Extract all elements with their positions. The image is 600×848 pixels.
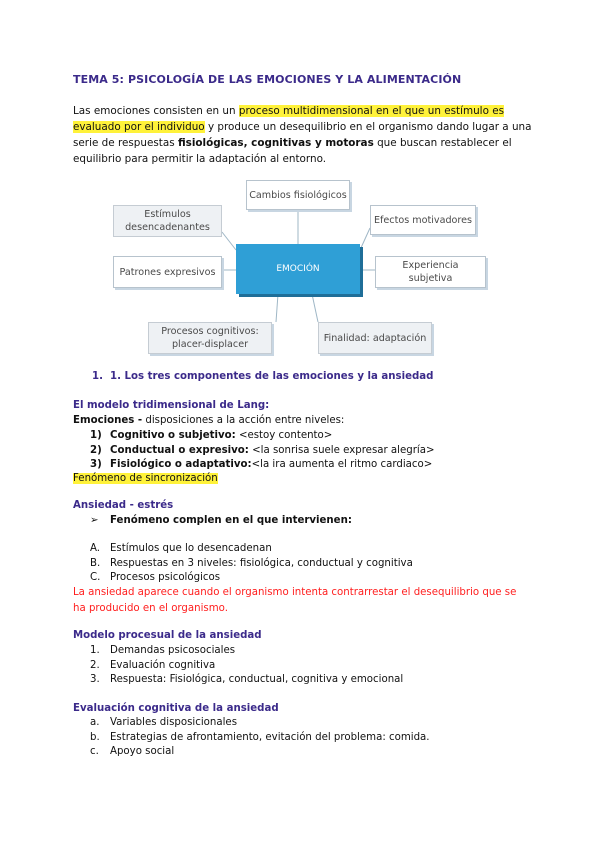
list-text: Respuesta: Fisiológica, conductual, cognitiva y emocional	[110, 674, 404, 685]
list-text: <la sonrisa suele expresar alegría>	[248, 445, 435, 456]
section-heading: 1. Los tres componentes de las emociones y la ansiedad	[110, 371, 434, 382]
list-item	[90, 543, 272, 554]
procesual-heading: Modelo procesual de la ansiedad	[73, 630, 262, 641]
list-marker: B.	[90, 558, 101, 569]
sync-highlight: Fenómeno de sincronización	[73, 473, 218, 484]
list-text: Apoyo social	[110, 746, 175, 757]
node-efectos-motivadores: Efectos motivadores	[370, 205, 476, 235]
list-item	[90, 558, 413, 569]
intro-highlight: proceso multidimensional en el que un estímulo es evaluado por el individuo	[73, 105, 505, 133]
section-number: 1.	[92, 371, 103, 382]
list-marker: a.	[90, 717, 100, 728]
connector-efectos	[360, 228, 370, 250]
intro-text-1: Las emociones consisten en un	[73, 105, 239, 117]
list-text: Procesos psicológicos	[110, 572, 221, 583]
list-marker: A.	[90, 543, 101, 554]
page-title: TEMA 5: PSICOLOGÍA DE LAS EMOCIONES Y LA ALIMENTACIÓN	[73, 73, 462, 86]
list-item	[90, 717, 237, 728]
list-text: Estímulos que lo desencadenan	[110, 543, 272, 554]
intro-text-3: que buscan restablecer el equilibrio para permitir la adaptación al entorno.	[73, 137, 512, 165]
list-text: <la ira aumenta el ritmo cardiaco>	[251, 459, 433, 470]
list-marker: b.	[90, 732, 100, 743]
bullet-item	[90, 515, 352, 526]
list-item	[90, 430, 332, 441]
list-marker: 3.	[90, 674, 100, 685]
list-text: Respuestas en 3 niveles: fisiológica, conductual y cognitiva	[110, 558, 413, 569]
list-marker: 2)	[90, 445, 102, 456]
list-content	[110, 430, 332, 441]
connector-procesos	[276, 294, 278, 322]
list-item	[90, 674, 403, 685]
bullet-text: Fenómeno complen en el que intervienen:	[110, 515, 352, 526]
list-marker: 1)	[90, 430, 102, 441]
lang-lead-text: disposiciones a la acción entre niveles:	[142, 415, 345, 426]
connector-finalidad	[312, 294, 318, 322]
list-text: Estrategias de afrontamiento, evitación del problema: comida.	[110, 732, 430, 743]
node-experiencia-subjetiva: Experiencia subjetiva	[375, 256, 486, 288]
list-item	[90, 746, 174, 757]
list-bold: Conductual o expresivo:	[110, 445, 249, 456]
list-marker: 1.	[90, 645, 100, 656]
list-marker: 3)	[90, 459, 102, 470]
list-item	[90, 732, 430, 743]
list-marker: 2.	[90, 660, 100, 671]
list-text: Variables disposicionales	[110, 717, 238, 728]
list-item	[90, 459, 432, 470]
lang-lead	[73, 413, 344, 428]
list-item	[90, 645, 235, 656]
node-emocion: EMOCIÓN	[236, 244, 360, 294]
intro-bold: fisiológicas, cognitivas y motoras	[177, 137, 374, 149]
ansiedad-note: La ansiedad aparece cuando el organismo intenta contrarrestar el desequilibrio que se ha producido en el organismo.	[73, 587, 517, 614]
list-item	[90, 445, 435, 456]
lang-lead-bold: Emociones -	[73, 415, 143, 426]
list-content	[110, 459, 432, 470]
connector-estimulos	[222, 232, 236, 250]
node-patrones-expresivos: Patrones expresivos	[113, 256, 222, 288]
node-cambios-fisiologicos: Cambios fisiológicos	[246, 180, 350, 210]
ansiedad-heading: Ansiedad - estrés	[73, 500, 174, 511]
list-content	[110, 445, 435, 456]
list-marker: C.	[90, 572, 101, 583]
lang-heading: El modelo tridimensional de Lang:	[73, 400, 270, 411]
list-item	[90, 660, 215, 671]
node-estimulos-desencadenantes: Estímulos desencadenantes	[113, 205, 222, 237]
list-marker: c.	[90, 746, 99, 757]
list-text: Demandas psicosociales	[110, 645, 236, 656]
arrow-bullet-icon: ➢	[90, 515, 99, 526]
node-finalidad: Finalidad: adaptación	[318, 322, 432, 354]
evaluacion-heading: Evaluación cognitiva de la ansiedad	[73, 703, 279, 714]
list-text: <estoy contento>	[235, 430, 333, 441]
intro-text-2: y produce un desequilibrio en el organismo dando lugar a una serie de respuestas	[73, 121, 532, 149]
node-procesos-cognitivos: Procesos cognitivos: placer-displacer	[148, 322, 272, 354]
list-text: Evaluación cognitiva	[110, 660, 216, 671]
sync-note	[73, 471, 218, 486]
list-bold: Cognitivo o subjetivo:	[110, 430, 236, 441]
list-bold: Fisiológico o adaptativo:	[110, 459, 252, 470]
list-item	[90, 572, 220, 583]
